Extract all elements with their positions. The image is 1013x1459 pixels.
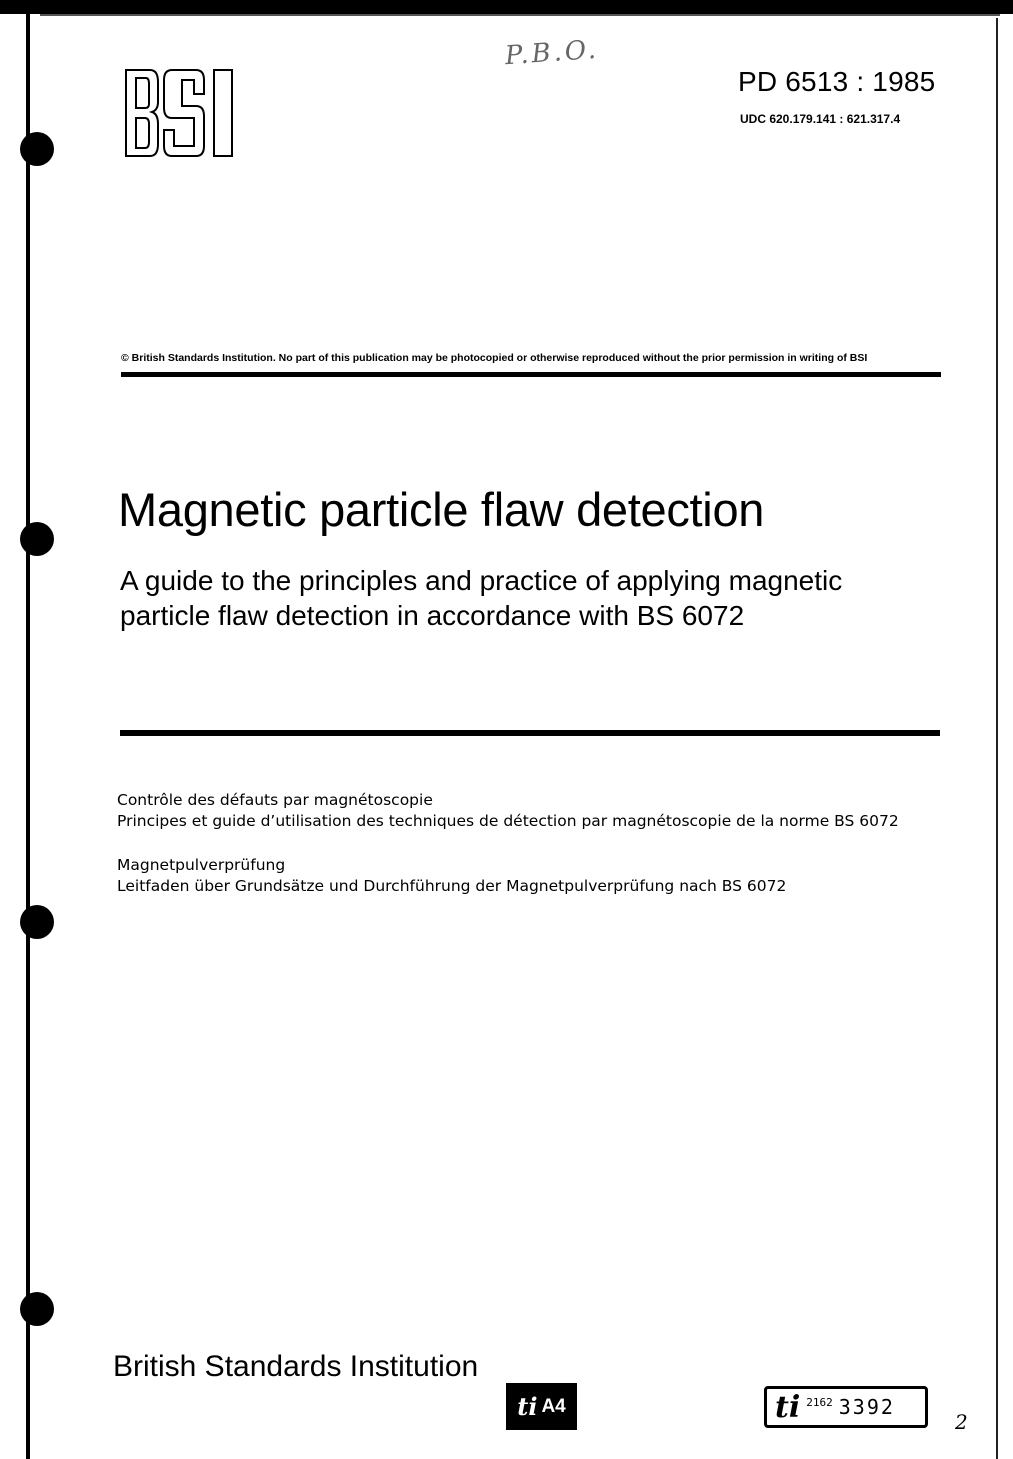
punch-hole (20, 905, 54, 939)
badge-size-text: A4 (541, 1395, 566, 1417)
punch-hole (20, 132, 54, 166)
page-mark: 2 (955, 1410, 968, 1434)
german-subtitle: Leitfaden über Grundsätze und Durchführung der Magnetpulverprüfung nach BS 6072 (117, 877, 787, 895)
document-number: PD 6513 : 1985 (738, 66, 936, 97)
divider-rule-thick (120, 730, 940, 736)
copyright-notice: © British Standards Institution. No part of this publication may be photocopied or otherwise reproduced without the prior permission in writing of BSI (121, 352, 868, 364)
german-title-block (117, 855, 786, 897)
scan-edge-left (26, 0, 30, 1459)
ti-size-badge (506, 1383, 577, 1430)
divider-rule (121, 372, 941, 377)
french-title-block (117, 790, 899, 832)
scan-edge-top (0, 0, 1013, 14)
german-title: Magnetpulverprüfung (117, 856, 286, 874)
bsi-logo (124, 68, 236, 158)
page-subtitle: A guide to the principles and practice of applying magnetic particle flaw detection in accordance with BS 6072 (120, 565, 843, 631)
punch-hole (20, 1292, 54, 1326)
scan-edge-top-inner (40, 14, 1000, 16)
catalogue-stamp (764, 1386, 928, 1428)
stamp-ti-text: ti (775, 1389, 801, 1425)
udc-classification: UDC 620.179.141 : 621.317.4 (740, 112, 901, 126)
french-title: Contrôle des défauts par magnétoscopie (117, 791, 433, 809)
stamp-code-big: 3392 (838, 1395, 895, 1419)
french-subtitle: Principes et guide d’utilisation des techniques de détection par magnétoscopie de la norme BS 6072 (117, 812, 899, 830)
punch-hole (20, 522, 54, 556)
stamp-code-small: 2162 (806, 1395, 833, 1409)
badge-ti-text: ti (517, 1392, 538, 1421)
publisher-name: British Standards Institution (113, 1350, 479, 1383)
scan-edge-right (996, 18, 998, 1459)
handwritten-note: P.B.O. (504, 34, 600, 72)
page-title: Magnetic particle flaw detection (118, 483, 765, 536)
